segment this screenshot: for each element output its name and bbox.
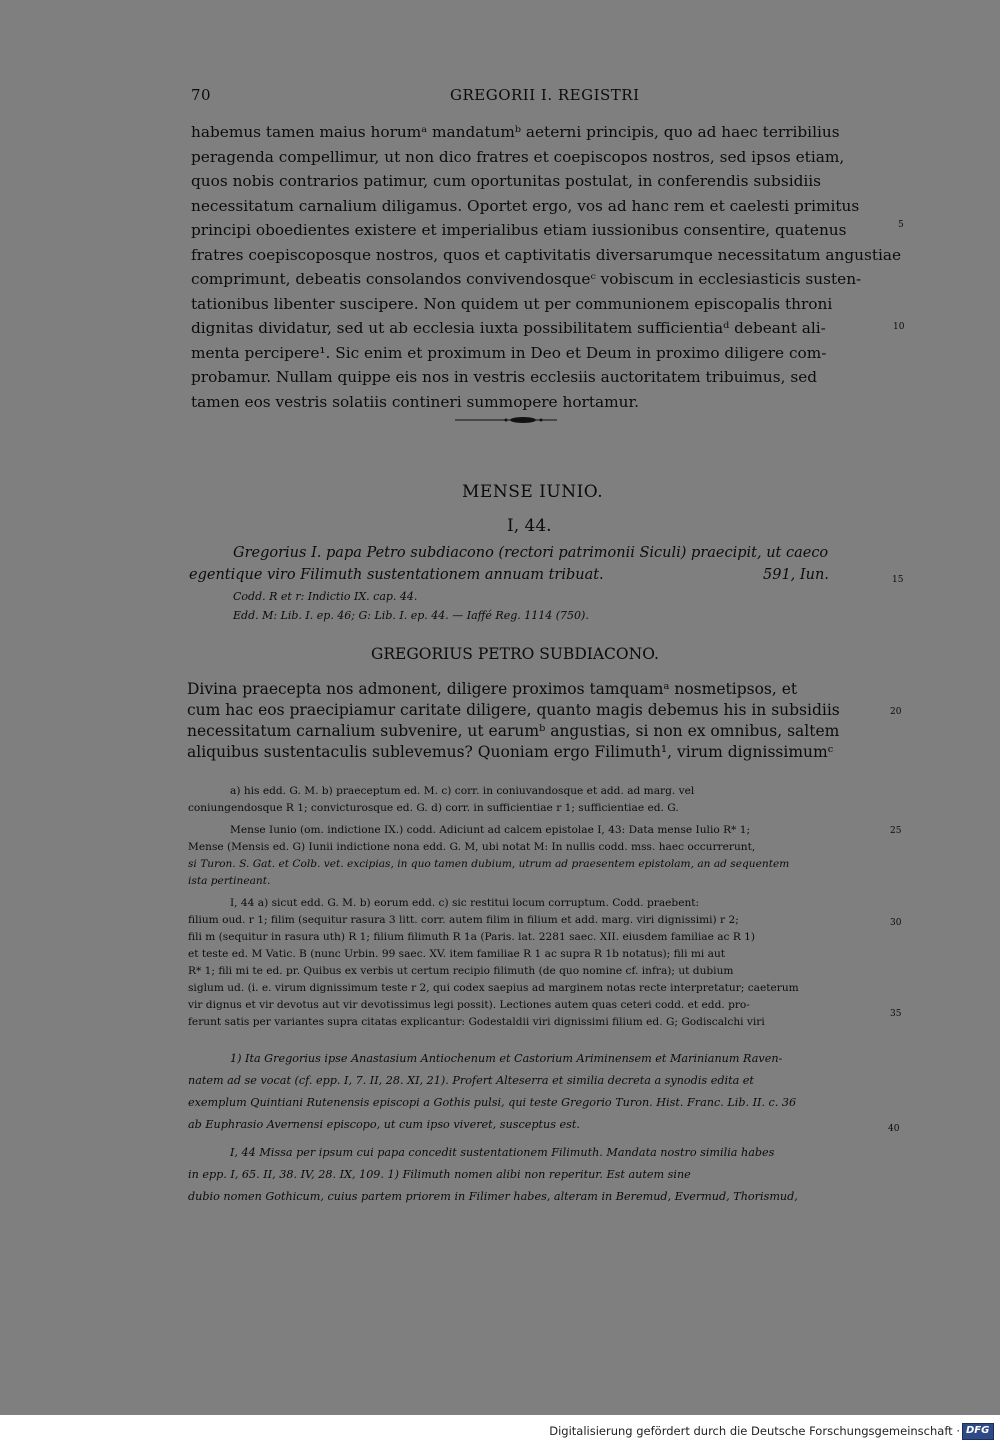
editions-line: Edd. M: Lib. I. ep. 46; G: Lib. I. ep. 44. — Iaffé Reg. 1114 (750). bbox=[233, 609, 589, 622]
page-number: 70 bbox=[191, 86, 212, 104]
line-number: 30 bbox=[890, 918, 902, 928]
section-title: MENSE IUNIO. bbox=[462, 482, 604, 502]
line-number: 20 bbox=[890, 707, 902, 717]
summary-line: egentique viro Filimuth sustentationem annuam tribuat. bbox=[189, 567, 604, 583]
note-line: dubio nomen Gothicum, cuius partem priorem in Filimer habes, alteram in Beremud, Evermud, Thorismud, bbox=[188, 1190, 798, 1203]
apparatus-line: coniungendosque R 1; convicturosque ed. G. d) corr. in sufficientiae r 1; sufficientiae ed. G. bbox=[188, 802, 679, 814]
text-line: aliquibus sustentaculis sublevemus? Quoniam ergo Filimuth¹, virum dignissimumᶜ bbox=[187, 743, 834, 761]
text-line: principi oboedientes existere et imperialibus etiam iussionibus consentire, quatenus bbox=[191, 221, 847, 239]
text-line: Divina praecepta nos admonent, diligere proximos tamquamᵃ nosmetipsos, et bbox=[187, 680, 798, 698]
dfg-credit-text: Digitalisierung gefördert durch die Deutsche Forschungsgemeinschaft · bbox=[549, 1424, 960, 1438]
text-line: comprimunt, debeatis consolandos convivendosqueᶜ vobiscum in ecclesiasticis susten- bbox=[191, 270, 862, 288]
line-number: 15 bbox=[892, 575, 904, 585]
apparatus-line: a) his edd. G. M. b) praeceptum ed. M. c) corr. in coniuvandosque et add. ad marg. vel bbox=[230, 785, 695, 797]
text-line: peragenda compellimur, ut non dico fratres et coepiscopos nostros, sed ipsos etiam, bbox=[191, 147, 845, 166]
apparatus-line: si Turon. S. Gat. et Colb. vet. excipias, in quo tamen dubium, utrum ad praesentem epistolam, an ad sequentem bbox=[188, 858, 790, 870]
text-line: necessitatum carnalium diligamus. Oportet ergo, vos ad hanc rem et caelesti primitus bbox=[191, 196, 860, 215]
footer-bar bbox=[0, 1415, 1000, 1445]
line-number: 35 bbox=[890, 1009, 902, 1019]
apparatus-line: ista pertineant. bbox=[188, 875, 271, 887]
text-line: cum hac eos praecipiamur caritate diligere, quanto magis debemus his in subsidiis bbox=[187, 701, 840, 719]
note-line: exemplum Quintiani Rutenensis episcopi a Gothis pulsi, qui teste Gregorio Turon. Hist. Franc. Lib. II. c. 36 bbox=[188, 1096, 797, 1109]
summary-date: 591, Iun. bbox=[763, 567, 829, 583]
note-line: in epp. I, 65. II, 38. IV, 28. IX, 109. 1) Filimuth nomen alibi non reperitur. Est autem sine bbox=[188, 1168, 691, 1181]
text-line: necessitatum carnalium subvenire, ut earumᵇ angustias, si non ex omnibus, saltem bbox=[187, 722, 840, 740]
note-line: ab Euphrasio Avernensi episcopo, ut cum ipso viveret, susceptus est. bbox=[188, 1118, 580, 1131]
text-line: habemus tamen maius horumᵃ mandatumᵇ aeterni principis, quo ad haec terribilius bbox=[191, 123, 840, 141]
codices-line: Codd. R et r: Indictio IX. cap. 44. bbox=[233, 590, 418, 603]
line-number: 10 bbox=[893, 322, 905, 332]
text-line: fratres coepiscoposque nostros, quos et captivitatis diversarumque necessitatum angustiae bbox=[191, 245, 902, 264]
text-line: dignitas dividatur, sed ut ab ecclesia iuxta possibilitatem sufficientiaᵈ debeant ali- bbox=[191, 319, 826, 337]
running-title: GREGORII I. REGISTRI bbox=[450, 86, 640, 104]
note-line: natem ad se vocat (cf. epp. I, 7. II, 28. XI, 21). Profert Alteserra et similia decreta a synodis edita et bbox=[188, 1074, 754, 1087]
apparatus-line: fili m (sequitur in rasura uth) R 1; filium filimuth R 1a (Paris. lat. 2281 saec. XII. eiusdem familiae ac R 1) bbox=[188, 931, 756, 943]
text-line: tationibus libenter suscipere. Non quidem ut per communionem episcopalis throni bbox=[191, 294, 833, 313]
text-line: quos nobis contrarios patimur, cum oportunitas postulat, in conferendis subsidiis bbox=[191, 172, 822, 190]
dfg-logo-text: DFG bbox=[966, 1425, 990, 1436]
apparatus-line: vir dignus et vir devotus aut vir devotissimus legi possit). Lectiones autem quas ceteri codd. et edd. pro- bbox=[188, 999, 750, 1011]
line-number: 25 bbox=[890, 826, 902, 836]
apparatus-line: I, 44 a) sicut edd. G. M. b) eorum edd. c) sic restitui locum corruptum. Codd. praebent: bbox=[230, 897, 700, 909]
text-line: menta percipere¹. Sic enim et proximum in Deo et Deum in proximo diligere com- bbox=[191, 343, 827, 362]
apparatus-line: ferunt satis per variantes supra citatas explicantur: Godestaldii viri dignissimi filium ed. G; Godiscalchi viri bbox=[188, 1016, 765, 1028]
note-line: I, 44 Missa per ipsum cui papa concedit sustentationem Filimuth. Mandata nostro similia habes bbox=[230, 1146, 775, 1159]
text-line: probamur. Nullam quippe eis nos in vestris ecclesiis auctoritatem tribuimus, sed bbox=[191, 368, 818, 386]
line-number: 40 bbox=[888, 1124, 900, 1134]
apparatus-line: siglum ud. (i. e. virum dignissimum teste r 2, qui codex saepius ad marginem notas recte interpretatur; caeterum bbox=[188, 982, 799, 994]
apparatus-line: Mense (Mensis ed. G) Iunii indictione nona edd. G. M, ubi notat M: In nullis codd. mss. haec occurrerunt, bbox=[188, 841, 756, 853]
apparatus-line: et teste ed. M Vatic. B (nunc Urbin. 99 saec. XV. item familiae R 1 ac supra R 1b notatus); fili mi aut bbox=[188, 948, 726, 960]
line-number: 5 bbox=[898, 220, 904, 230]
note-line: 1) Ita Gregorius ipse Anastasium Antiochenum et Castorium Ariminensem et Marinianum Raven- bbox=[230, 1052, 783, 1065]
letter-number: I, 44. bbox=[507, 516, 552, 536]
dfg-logo bbox=[962, 1423, 994, 1440]
salutation: GREGORIUS PETRO SUBDIACONO. bbox=[371, 645, 659, 663]
ornament-divider bbox=[455, 415, 557, 425]
summary-line: Gregorius I. papa Petro subdiacono (rectori patrimonii Siculi) praecipit, ut caeco bbox=[233, 545, 829, 561]
apparatus-line: R* 1; fili mi te ed. pr. Quibus ex verbis ut certum recipio filimuth (de quo nomine cf. infra); ut dubium bbox=[188, 965, 734, 977]
apparatus-line: Mense Iunio (om. indictione IX.) codd. Adiciunt ad calcem epistolae I, 43: Data mense Iulio R* 1; bbox=[230, 824, 751, 836]
text-line: tamen eos vestris solatiis contineri summopere hortamur. bbox=[191, 392, 639, 411]
apparatus-line: filium oud. r 1; filim (sequitur rasura 3 litt. corr. autem filim in filium et add. marg. viri dignissimi) r 2; bbox=[188, 914, 739, 926]
